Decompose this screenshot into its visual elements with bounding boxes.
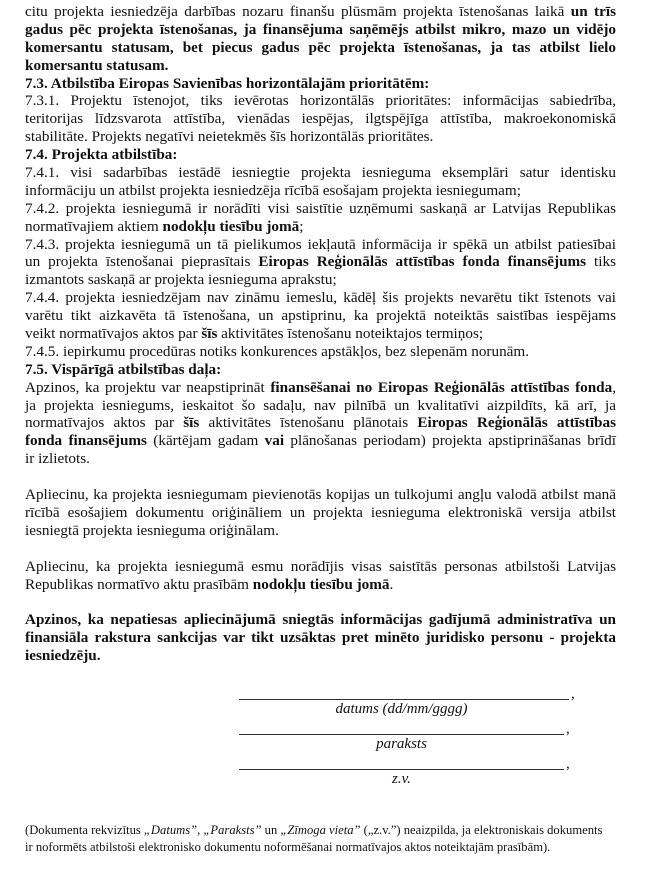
bold-text: 7.4. Projekta atbilstība: bbox=[25, 146, 178, 164]
bold-text: komersantu statusam, bet piecus gadus pēc projekta īstenošanas, ja tas atbilst lielo bbox=[25, 38, 616, 56]
text-line bbox=[25, 21, 616, 39]
text: 7.4.4. projekta iesniedzējam nav zināmu iemeslu, kādēļ šis projekts nevarētu tikt īstenots vai bbox=[25, 289, 616, 307]
text: aktivitātes īstenošanu noteiktajos termiņos; bbox=[217, 325, 484, 343]
text: izmantots saskaņā ar projekta iesnieguma aprakstu; bbox=[25, 271, 337, 289]
text: Apliecinu, ka projekta iesniegumam pievienotās kopijas un tulkojumi angļu valodā atbilst manā bbox=[25, 486, 616, 504]
text-line bbox=[25, 540, 616, 558]
text-line bbox=[25, 146, 616, 164]
text: rīcībā esošajiem dokumentu oriģināliem un projekta iesnieguma elektroniskā versija atbilst bbox=[25, 503, 616, 521]
text-line bbox=[25, 182, 616, 200]
bold-text: šīs bbox=[201, 325, 218, 343]
bold-text: Eiropas Reģionālās attīstības fonda finansējums bbox=[258, 253, 587, 271]
bold-text: Apzinos, ka nepatiesas apliecinājumā sniegtās informācijas gadījumā administratīva un bbox=[25, 611, 616, 629]
text-line bbox=[25, 611, 616, 629]
signature-line bbox=[239, 734, 564, 735]
text-line bbox=[25, 307, 616, 325]
text: un projekta īstenošanai pieprasītais bbox=[25, 253, 259, 271]
footnote-text: , bbox=[197, 823, 204, 837]
signature-comma: , bbox=[566, 721, 570, 737]
text-line bbox=[25, 522, 616, 540]
text: plānošanas periodam) projekta apstiprināšanas brīdī bbox=[284, 432, 616, 450]
text: 7.4.3. projekta iesniegumā un tā pielikumos iekļautā informācija ir spēkā un atbilst patiesībai bbox=[25, 235, 616, 253]
text-line bbox=[25, 110, 616, 128]
text-line bbox=[25, 343, 616, 361]
text: 7.3.1. Projektu īstenojot, tiks ievērotas horizontālās prioritātes: informācijas sabiedrība, bbox=[25, 92, 616, 110]
text-line bbox=[25, 629, 616, 647]
footnote-datums: „Datums” bbox=[143, 823, 198, 837]
footnote-text: („z.v.”) neaizpilda, ja elektroniskais dokuments bbox=[360, 823, 603, 837]
footnote-text: un bbox=[261, 823, 281, 837]
text-line bbox=[25, 164, 616, 182]
stamp-label: z.v. bbox=[392, 771, 411, 787]
text: ; bbox=[299, 217, 304, 235]
text-line bbox=[25, 289, 616, 307]
bold-text: gadus pēc projekta īstenošanas, ja finansējuma saņēmējs atbilst mikro, mazo un vidējo bbox=[25, 20, 616, 38]
bold-text: komersantu statusam. bbox=[25, 56, 169, 74]
bold-text: nodokļu tiesību jomā bbox=[252, 575, 390, 593]
bold-text: šīs bbox=[183, 414, 200, 432]
bold-text: vai bbox=[264, 432, 285, 450]
date-comma: , bbox=[571, 686, 575, 702]
footnote-text: (Dokumenta rekvizītus bbox=[25, 823, 144, 837]
bold-text: 7.5. Vispārīgā atbilstības daļa: bbox=[25, 360, 222, 378]
text: Apliecinu, ka projekta iesniegumā esmu norādījis visas saistītās personas atbilstoši Latvijas bbox=[25, 557, 616, 575]
text: ja projekta iesniegums, ieskaitot šo sadaļu, nav pilnībā un kvalitatīvi aizpildīts, kā arī, ja bbox=[25, 396, 616, 414]
text: (kārtējam gadam bbox=[146, 432, 265, 450]
text-line bbox=[25, 253, 616, 271]
text-line bbox=[25, 593, 616, 611]
text: ir izlietots. bbox=[25, 450, 90, 468]
footnote-line-1 bbox=[25, 822, 616, 839]
bold-text: finansēšanai no Eiropas Reģionālās attīstības fonda bbox=[270, 378, 613, 396]
text-line bbox=[25, 450, 616, 468]
stamp-comma: , bbox=[566, 756, 570, 772]
text: veikt normatīvajos aktos par bbox=[25, 325, 202, 343]
text-line bbox=[25, 558, 616, 576]
text: , bbox=[612, 378, 617, 396]
text: informāciju un atbilst projekta iesniedzēja rīcībā esošajam projekta iesniegumam; bbox=[25, 181, 521, 199]
text: normatīvajiem aktiem bbox=[25, 217, 163, 235]
text: 7.4.1. visi sadarbības iestādē iesniegtie projekta iesnieguma eksemplāri satur identisku bbox=[25, 164, 616, 182]
bold-text: Eiropas Reģionālās attīstības bbox=[417, 414, 617, 432]
text-line bbox=[25, 576, 616, 594]
text-line bbox=[25, 75, 616, 93]
bold-text: finansiāla rakstura sankcijas var tikt uzsāktas pret minēto juridisko personu - projekta bbox=[25, 629, 616, 647]
date-line bbox=[239, 699, 569, 700]
stamp-line bbox=[239, 769, 564, 770]
text: tiks bbox=[586, 253, 616, 271]
text: teritorijas līdzsvarota attīstība, vienādas iespējas, ilgtspējīga attīstība, makroekonomiskā bbox=[25, 110, 616, 128]
text-line bbox=[25, 128, 616, 146]
text: iesniegtā projekta iesnieguma oriģinālam. bbox=[25, 521, 279, 539]
text-line bbox=[25, 432, 616, 450]
text-line bbox=[25, 379, 616, 397]
bold-text: nodokļu tiesību jomā bbox=[162, 217, 300, 235]
text: aktivitātes īstenošanu plānotais bbox=[199, 414, 418, 432]
text-line bbox=[25, 271, 616, 289]
text: Apzinos, ka projektu var neapstiprināt bbox=[25, 378, 271, 396]
text-line bbox=[25, 325, 616, 343]
text: varētu tikt aizkavēta tā īstenošana, un apstiprinu, ka projektā noteiktās saistības iespējams bbox=[25, 307, 616, 325]
bold-text: un trīs bbox=[570, 3, 616, 20]
footnote-zimoga: „Zīmoga vieta” bbox=[280, 823, 361, 837]
text-line bbox=[25, 57, 616, 75]
document-body bbox=[25, 3, 616, 665]
text-line bbox=[25, 397, 616, 415]
footnote-paraksts: „Paraksts” bbox=[203, 823, 262, 837]
text: 7.4.2. projekta iesniegumā ir norādīti visi saistītie uzņēmumi saskaņā ar Latvijas Republikas bbox=[25, 199, 616, 217]
bold-text: iesniedzēju. bbox=[25, 647, 101, 665]
text-line bbox=[25, 504, 616, 522]
text-line bbox=[25, 200, 616, 218]
date-label: datums (dd/mm/gggg) bbox=[335, 701, 468, 717]
text-line bbox=[25, 39, 616, 57]
text-line bbox=[25, 218, 616, 236]
text-line bbox=[25, 468, 616, 486]
text-line bbox=[25, 92, 616, 110]
bold-text: 7.3. Atbilstība Eiropas Savienības horizontālajām prioritātēm: bbox=[25, 74, 430, 92]
text: . bbox=[389, 575, 394, 593]
text: normatīvajos aktos par bbox=[25, 414, 184, 432]
text: 7.4.5. iepirkumu procedūras notiks konkurences apstākļos, bez slepenām norunām. bbox=[25, 342, 530, 360]
bold-text: fonda finansējums bbox=[25, 432, 147, 450]
footnote-line-2: ir noformēts atbilstoši elektronisko dokumentu noformēšanai normatīvajos aktos noteiktajām prasībām). bbox=[25, 840, 551, 854]
text-line bbox=[25, 3, 616, 21]
text-line bbox=[25, 647, 616, 665]
text: stabilitāte. Projekts negatīvi neietekmēs šīs horizontālās prioritātes. bbox=[25, 128, 434, 146]
text-line bbox=[25, 414, 616, 432]
text-line bbox=[25, 236, 616, 254]
signature-label: paraksts bbox=[376, 736, 427, 752]
text: citu projekta iesniedzēja darbības nozaru finanšu plūsmām projekta īstenošanas laikā bbox=[25, 3, 571, 20]
footnote bbox=[25, 822, 616, 856]
text: Republikas normatīvo aktu prasībām bbox=[25, 575, 253, 593]
text-line bbox=[25, 361, 616, 379]
text-line bbox=[25, 486, 616, 504]
